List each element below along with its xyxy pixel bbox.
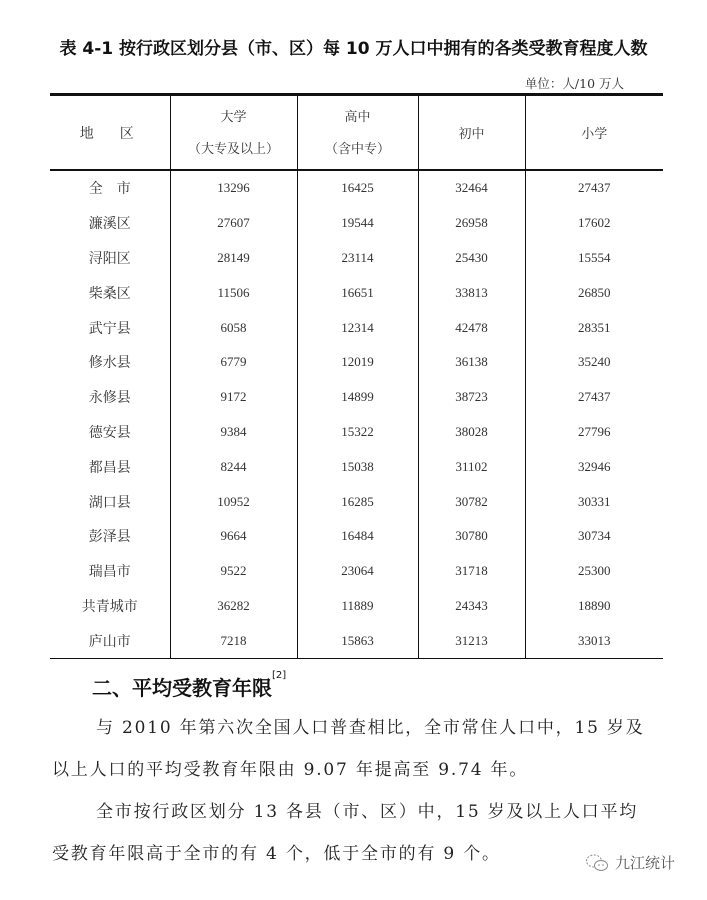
high-school-cell: 15863 (297, 623, 418, 658)
high-school-cell: 15038 (297, 449, 418, 484)
region-cell: 武宁县 (88, 320, 131, 337)
university-cell: 11506 (170, 275, 297, 310)
header-junior-high (418, 95, 525, 171)
junior-high-cell: 42478 (418, 310, 525, 345)
junior-high-cell: 24343 (418, 589, 525, 624)
primary-cell: 27437 (525, 380, 663, 415)
primary-cell: 30331 (525, 484, 663, 519)
junior-high-cell: 25430 (418, 241, 525, 276)
university-cell: 7218 (170, 623, 297, 658)
table-row (50, 206, 663, 241)
high-school-cell: 23064 (297, 554, 418, 589)
region-cell: 共青城市 (81, 598, 138, 615)
watermark-text: 九江统计 (615, 854, 676, 872)
region-cell: 柴桑区 (88, 285, 131, 302)
primary-cell: 27437 (525, 170, 663, 206)
region-cell: 濂溪区 (88, 216, 131, 233)
paragraph-text: 全市按行政区划分 13 各县（市、区）中，15 岁及以上人口平均受教育年限高于全市的有 4 个，低于全市的有 9 个。 (52, 802, 639, 864)
primary-cell: 17602 (525, 206, 663, 241)
university-cell: 9172 (170, 380, 297, 415)
junior-high-cell: 30782 (418, 484, 525, 519)
university-cell: 6058 (170, 310, 297, 345)
junior-high-cell: 32464 (418, 170, 525, 206)
university-cell: 28149 (170, 241, 297, 276)
high-school-cell: 16484 (297, 519, 418, 554)
paragraph-text: 与 2010 年第六次全国人口普查相比，全市常住人口中，15 岁及以上人口的平均受教育年限由 9.07 年提高至 9.74 年。 (52, 718, 645, 780)
unit-label: 单位：人/10 万人 (524, 76, 624, 91)
high-school-cell: 23114 (297, 241, 418, 276)
junior-high-cell: 38723 (418, 380, 525, 415)
high-school-cell: 15322 (297, 415, 418, 450)
table-row (50, 345, 663, 380)
primary-cell: 15554 (525, 241, 663, 276)
table-row (50, 519, 663, 554)
header-label: 高中 (344, 108, 371, 124)
university-cell: 8244 (170, 449, 297, 484)
junior-high-cell: 26958 (418, 206, 525, 241)
high-school-cell: 12314 (297, 310, 418, 345)
region-cell: 湖口县 (88, 494, 131, 511)
header-region (50, 95, 170, 171)
region-cell: 瑞昌市 (88, 564, 131, 581)
table-row (50, 623, 663, 658)
table-row (50, 275, 663, 310)
junior-high-cell: 33813 (418, 275, 525, 310)
university-cell: 36282 (170, 589, 297, 624)
table-row (50, 415, 663, 450)
header-high-school (297, 95, 418, 171)
primary-cell: 27796 (525, 415, 663, 450)
region-cell: 德安县 (88, 424, 131, 441)
university-cell: 13296 (170, 170, 297, 206)
header-label: 初中 (458, 126, 485, 141)
high-school-cell: 16651 (297, 275, 418, 310)
region-cell: 修水县 (88, 355, 131, 372)
header-label: 小学 (581, 126, 608, 141)
table-row (50, 589, 663, 624)
section-heading-text: 二、平均受教育年限 (92, 676, 272, 700)
watermark (585, 852, 675, 873)
table-row (50, 554, 663, 589)
university-cell: 9384 (170, 415, 297, 450)
wechat-icon (585, 853, 609, 873)
high-school-cell: 16285 (297, 484, 418, 519)
table-row (50, 310, 663, 345)
paragraph (52, 707, 652, 791)
header-sublabel: （含中专） (324, 140, 390, 156)
university-cell: 9664 (170, 519, 297, 554)
header-sublabel: （大专及以上） (187, 140, 279, 156)
region-cell: 浔阳区 (88, 250, 131, 267)
university-cell: 9522 (170, 554, 297, 589)
region-cell: 庐山市 (88, 633, 131, 650)
region-cell: 彭泽县 (88, 529, 131, 546)
high-school-cell: 16425 (297, 170, 418, 206)
header-primary (525, 95, 663, 171)
university-cell: 27607 (170, 206, 297, 241)
education-table (50, 93, 663, 659)
header-label: 地 区 (79, 126, 140, 142)
high-school-cell: 11889 (297, 589, 418, 624)
junior-high-cell: 31102 (418, 449, 525, 484)
table-row (50, 449, 663, 484)
primary-cell: 26850 (525, 275, 663, 310)
primary-cell: 30734 (525, 519, 663, 554)
university-cell: 6779 (170, 345, 297, 380)
region-cell: 全 市 (88, 181, 131, 198)
junior-high-cell: 36138 (418, 345, 525, 380)
junior-high-cell: 31213 (418, 623, 525, 658)
table-header-row (50, 95, 663, 171)
header-label: 大学 (220, 108, 247, 124)
table-row (50, 484, 663, 519)
footnote-ref[interactable]: [2] (272, 670, 287, 681)
section-heading (92, 672, 286, 701)
table-row (50, 170, 663, 206)
high-school-cell: 12019 (297, 345, 418, 380)
region-cell: 永修县 (88, 390, 131, 407)
table-row (50, 241, 663, 276)
table-title: 表 4-1 按行政区划分县（市、区）每 10 万人口中拥有的各类受教育程度人数 (59, 39, 648, 59)
high-school-cell: 14899 (297, 380, 418, 415)
primary-cell: 33013 (525, 623, 663, 658)
table-row (50, 380, 663, 415)
region-cell: 都昌县 (88, 459, 131, 476)
junior-high-cell: 38028 (418, 415, 525, 450)
junior-high-cell: 30780 (418, 519, 525, 554)
university-cell: 10952 (170, 484, 297, 519)
primary-cell: 18890 (525, 589, 663, 624)
primary-cell: 32946 (525, 449, 663, 484)
header-university (170, 95, 297, 171)
junior-high-cell: 31718 (418, 554, 525, 589)
primary-cell: 35240 (525, 345, 663, 380)
paragraph (52, 791, 652, 875)
primary-cell: 28351 (525, 310, 663, 345)
high-school-cell: 19544 (297, 206, 418, 241)
primary-cell: 25300 (525, 554, 663, 589)
